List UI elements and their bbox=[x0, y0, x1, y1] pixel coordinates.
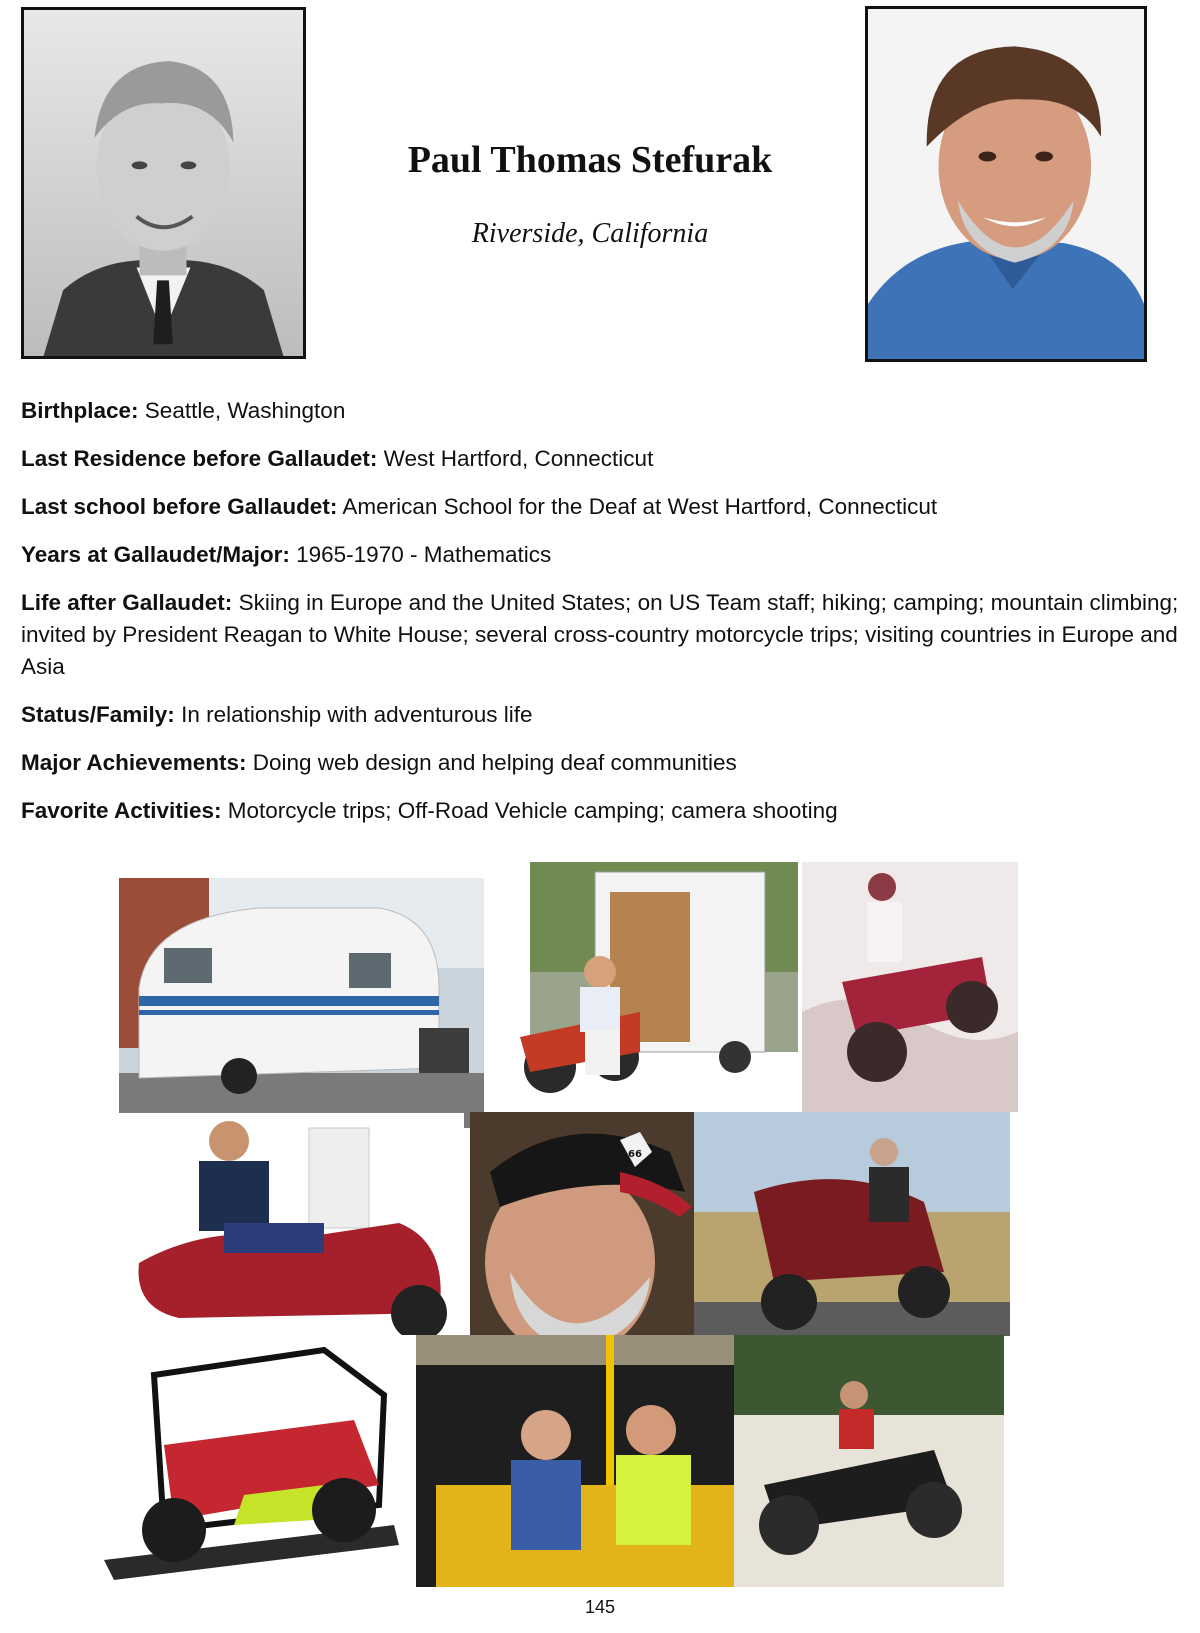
atv-cargo-trailer-photo bbox=[490, 862, 798, 1114]
vintage-trailer-photo bbox=[119, 878, 484, 1128]
field-last-residence: Last Residence before Gallaudet: West Hartford, Connecticut bbox=[21, 446, 654, 471]
field-last-school: Last school before Gallaudet: American School for the Deaf at West Hartford, Connecticut bbox=[21, 494, 938, 519]
atv-rock-climb-photo bbox=[802, 862, 1018, 1112]
portrait-young-photo bbox=[21, 7, 306, 359]
motorcycle-touring-photo bbox=[694, 1112, 1010, 1336]
profile-fields bbox=[21, 395, 1181, 843]
utv-on-trailer-photo bbox=[94, 1335, 417, 1587]
field-major-achievements: Major Achievements: Doing web design and helping deaf communities bbox=[21, 750, 737, 775]
field-favorite-activities: Favorite Activities: Motorcycle trips; Off-Road Vehicle camping; camera shooting bbox=[21, 798, 838, 823]
man-in-route66-cap-photo bbox=[470, 1112, 694, 1348]
page-number: 145 bbox=[584, 1597, 616, 1617]
field-status-family: Status/Family: In relationship with adventurous life bbox=[21, 702, 533, 727]
field-life-after: Life after Gallaudet: Skiing in Europe and the United States; on US Team staff; hiking; camping; mountain climbing; invited by President Reagan to White House; several cross-country motorcycle trips; visiting countries in Europe and Asia bbox=[21, 590, 1179, 679]
cap-route66-text: 66 bbox=[628, 1149, 642, 1160]
motorcycle-goldwing-photo bbox=[119, 1113, 464, 1343]
person-location: Riverside, California bbox=[471, 218, 709, 249]
portrait-current-photo bbox=[865, 6, 1147, 362]
person-name: Paul Thomas Stefurak bbox=[407, 139, 773, 181]
field-birthplace: Birthplace: Seattle, Washington bbox=[21, 398, 346, 423]
field-years-major: Years at Gallaudet/Major: 1965-1970 - Mathematics bbox=[21, 542, 552, 567]
quad-bike-dunes-photo bbox=[734, 1335, 1004, 1587]
couple-in-tuk-tuk-photo bbox=[416, 1335, 734, 1587]
